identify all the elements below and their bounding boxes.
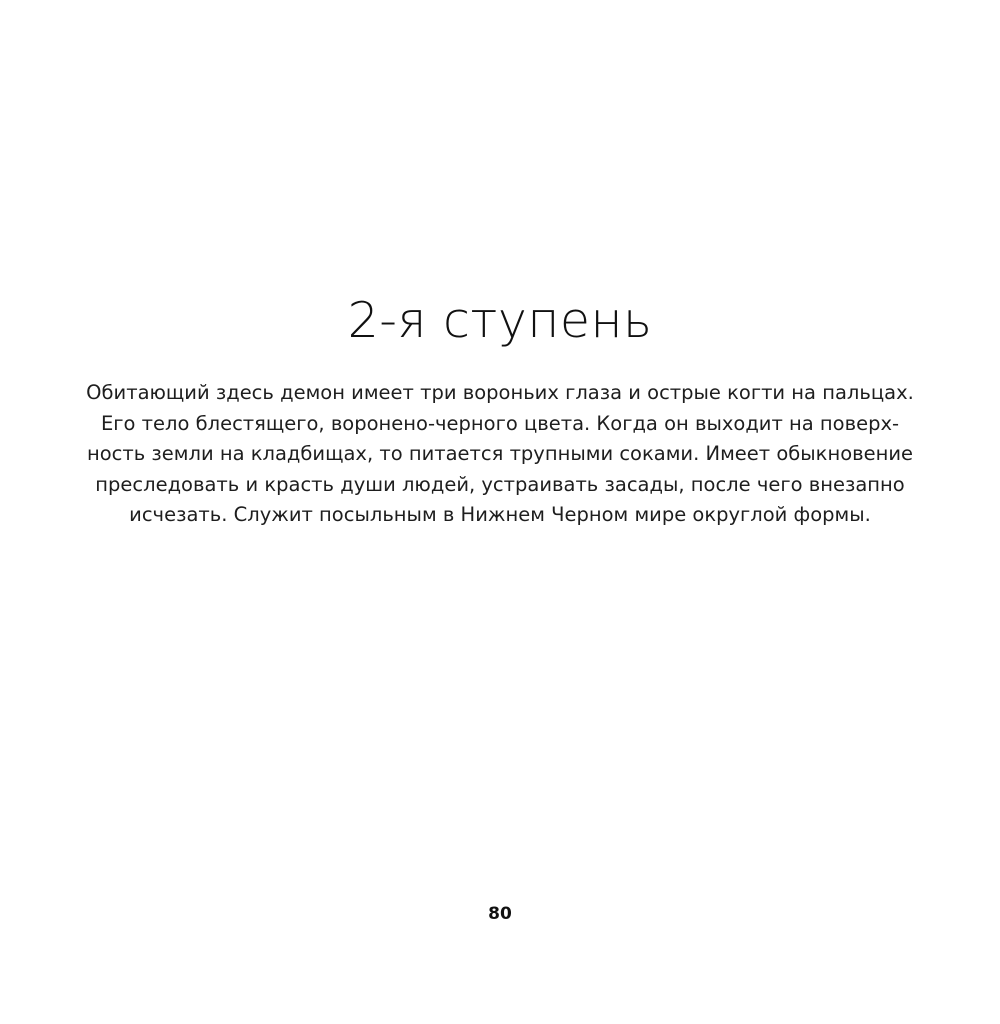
page-number: 80 xyxy=(488,904,512,924)
paragraph-line: Его тело блестящего, воронено-черного цвета. Когда он выходит на поверх- xyxy=(100,411,900,435)
paragraph-line: исчезать. Служит посыльным в Нижнем Черном мире округлой формы. xyxy=(129,503,871,526)
paragraph-line: Обитающий здесь демон имеет три вороньих глаза и острые когти на пальцах. xyxy=(86,381,914,404)
paragraph-line: ность земли на кладбищах, то питается трупными соками. Имеет обыкновение xyxy=(86,442,914,465)
body-paragraph xyxy=(70,378,930,531)
section-heading: 2-я ступень xyxy=(347,292,653,349)
paragraph-line: преследовать и красть души людей, устраивать засады, после чего внезапно xyxy=(95,472,905,496)
